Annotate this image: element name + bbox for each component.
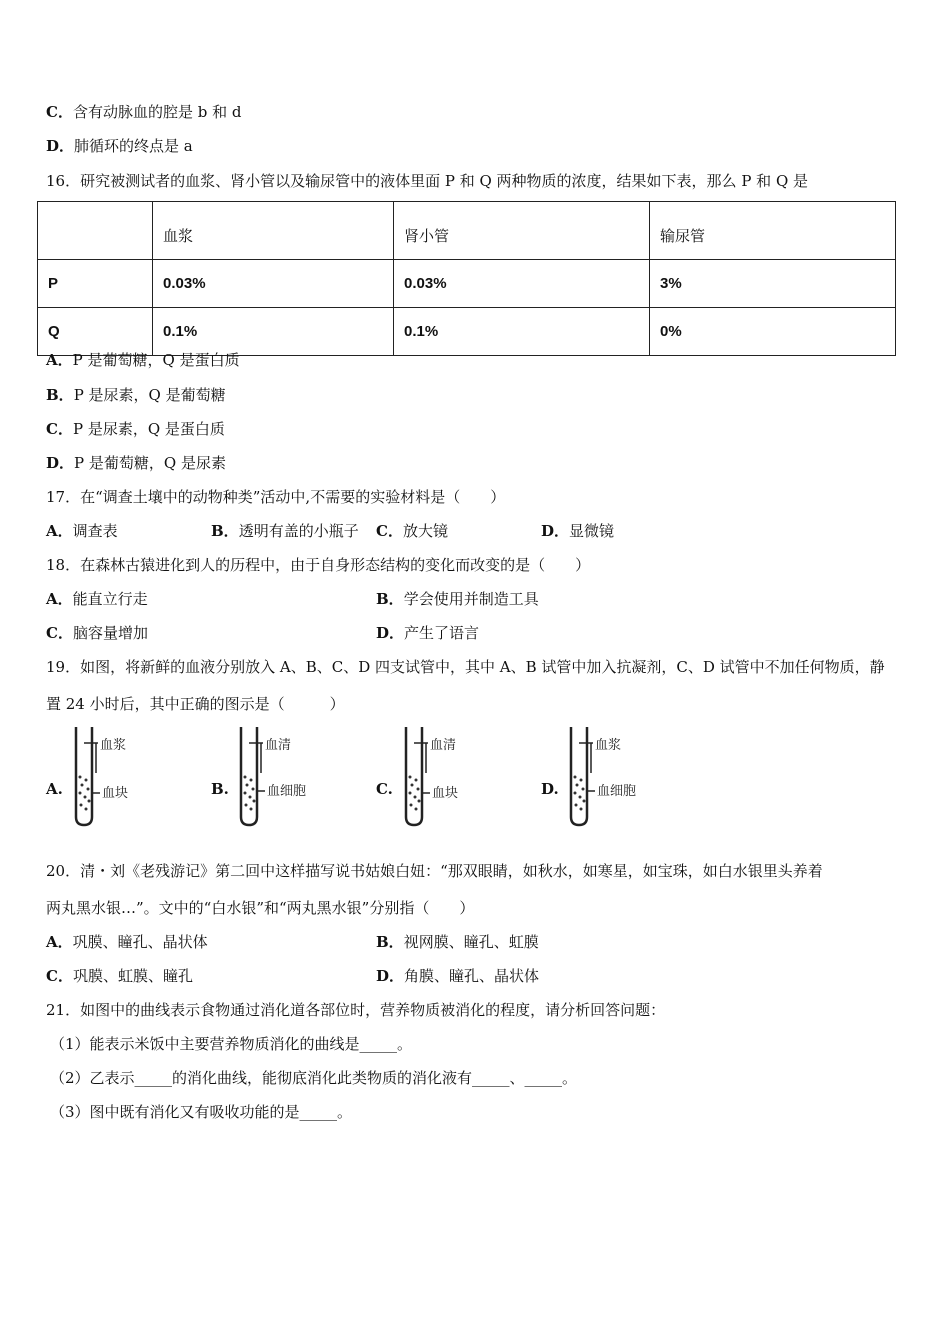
q18-option-c: C．脑容量增加	[46, 624, 148, 642]
table-header-cell: 肾小管	[394, 202, 650, 260]
q17-option-b: B．透明有盖的小瓶子	[211, 522, 359, 540]
table-header-cell: 输尿管	[650, 202, 896, 260]
q15-option-d: D．肺循环的终点是 a	[46, 137, 193, 155]
q20-stem-line1: 20．清・刘《老残游记》第二回中这样描写说书姑娘白妞：“那双眼睛，如秋水，如寒星，如宝珠，如白水银里头养着	[46, 862, 823, 880]
q21-part-1: （1）能表示米饭中主要营养物质消化的曲线是_____。	[50, 1035, 413, 1053]
q17-option-d: D．显微镜	[541, 522, 615, 540]
tube-b-bottom-label: 血细胞	[267, 784, 307, 799]
q18-stem: 18．在森林古猿进化到人的历程中，由于自身形态结构的变化而改变的是（ ）	[46, 556, 591, 574]
test-tube-d: D. 血浆 血细胞	[541, 725, 661, 830]
q20-stem-line2: 两丸黑水银…”。文中的“白水银”和“两丸黑水银”分别指（ ）	[46, 899, 475, 917]
q18-option-d: D．产生了语言	[376, 624, 480, 642]
table-cell: 0.03%	[153, 260, 394, 308]
q21-stem: 21．如图中的曲线表示食物通过消化道各部位时，营养物质被消化的程度，请分析回答问题：	[46, 1001, 666, 1019]
table-header-cell: 血浆	[153, 202, 394, 260]
table-header-cell	[38, 202, 153, 260]
table-cell: 3%	[650, 260, 896, 308]
test-tube-a-figure	[68, 725, 168, 830]
tube-d-bottom-label: 血细胞	[597, 784, 637, 799]
table-cell: 0.03%	[394, 260, 650, 308]
q16-table	[37, 201, 896, 356]
tube-c-bottom-label: 血块	[432, 786, 459, 801]
q20-option-a: A．巩膜、瞳孔、晶状体	[46, 933, 208, 951]
q20-option-b: B．视网膜、瞳孔、虹膜	[376, 933, 539, 951]
test-tube-b: B. 血清 血细胞	[211, 725, 331, 830]
table-cell: 0.1%	[394, 308, 650, 356]
tube-d-top-label: 血浆	[595, 738, 622, 753]
tube-a-top-label: 血浆	[100, 738, 127, 753]
table-header-row	[38, 202, 896, 260]
test-tube-a: A. 血浆 血块	[46, 725, 166, 830]
test-tube-c-figure	[398, 725, 498, 830]
tube-a-bottom-label: 血块	[102, 786, 129, 801]
q20-option-d: D．角膜、瞳孔、晶状体	[376, 967, 540, 985]
q18-option-a: A．能直立行走	[46, 590, 148, 608]
table-row	[38, 308, 896, 356]
table-cell: Q	[38, 308, 153, 356]
q16-option-b: B．P 是尿素，Q 是葡萄糖	[46, 386, 226, 404]
table-cell: P	[38, 260, 153, 308]
q15-option-c: C．含有动脉血的腔是 b 和 d	[46, 103, 242, 121]
q19-stem-line1: 19．如图，将新鲜的血液分别放入 A、B、C、D 四支试管中，其中 A、B 试管中加入抗凝剂，C、D 试管中不加任何物质，静	[46, 658, 885, 676]
tube-c-top-label: 血清	[430, 738, 457, 753]
test-tube-b-figure	[233, 725, 333, 830]
table-cell: 0.1%	[153, 308, 394, 356]
test-tube-c: C. 血清 血块	[376, 725, 496, 830]
q19-stem-line2: 置 24 小时后，其中正确的图示是（ ）	[46, 695, 345, 713]
q17-option-c: C．放大镜	[376, 522, 448, 540]
q16-option-a: A．P 是葡萄糖，Q 是蛋白质	[46, 351, 240, 369]
q17-stem: 17．在“调查土壤中的动物种类”活动中,不需要的实验材料是（ ）	[46, 488, 506, 506]
q21-part-3: （3）图中既有消化又有吸收功能的是_____。	[50, 1103, 353, 1121]
q17-option-a: A．调查表	[46, 522, 118, 540]
q16-option-c: C．P 是尿素，Q 是蛋白质	[46, 420, 225, 438]
q20-option-c: C．巩膜、虹膜、瞳孔	[46, 967, 193, 985]
q16-option-d: D．P 是葡萄糖，Q 是尿素	[46, 454, 226, 472]
table-cell: 0%	[650, 308, 896, 356]
tube-b-top-label: 血清	[265, 738, 292, 753]
q21-part-2: （2）乙表示_____的消化曲线，能彻底消化此类物质的消化液有_____、_____。	[50, 1069, 578, 1087]
q16-stem: 16．研究被测试者的血浆、肾小管以及输尿管中的液体里面 P 和 Q 两种物质的浓度，结果如下表，那么 P 和 Q 是	[46, 172, 809, 190]
test-tube-d-figure	[563, 725, 663, 830]
q18-option-b: B．学会使用并制造工具	[376, 590, 539, 608]
table-row	[38, 260, 896, 308]
